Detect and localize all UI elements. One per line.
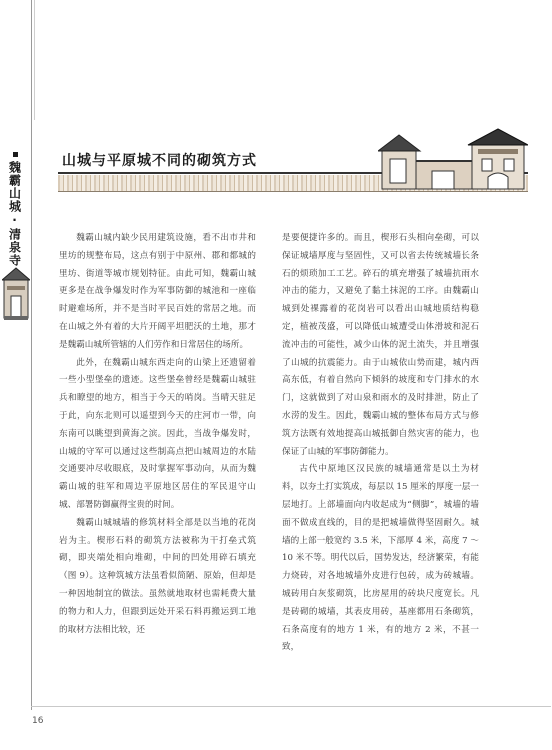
margin-rule xyxy=(31,0,32,710)
paragraph: 魏霸山城城墙的修筑材料全部是以当地的花岗岩为主。楔形石料的砌筑方法被称为干打垒式筑砌，即夹端处相向堆砌，中间的凹处用碎石填充（图 9）。这种筑城方法虽看似简陋、原始，但却是一种因地制宜的做法。虽然就地取材也需耗费大量的物力和人力，但跟到远处开采石料再搬运到工地的取材方法相比较，还 xyxy=(59,517,256,635)
body-column-left xyxy=(59,230,256,639)
page-number: 16 xyxy=(32,716,44,726)
paragraph: 古代中原地区汉民族的城墙通常是以土为材料，以夯土打实筑成，每层以 15 厘米的厚度一层一层地打。上部墙面向内收起成为“侧脚”，城墙的墙面不做成直线的，目的是把城墙做得坚固耐久。城墙的上部一般宽约 3.5 米，下部厚 4 米，高度 7 ～ 10 米不等。明代以后，国势发达，经济繁荣，有能力烧砖，对各地城墙外皮进行包砖，成为砖城墙。城砖用白灰浆砌筑，比房屋用的砖块尺度宽长。凡是砖砌的城墙，其表皮用砖，基座都用石条砌筑，石条高度有的地方 1 米，有的地方 2 米，不甚一致， xyxy=(282,464,479,653)
spine-dot-icon xyxy=(13,152,18,157)
paragraph: 此外，在魏霸山城东西走向的山梁上还遗留着一些小型堡垒的遗迹。这些堡垒曾经是魏霸山城驻兵和瞭望的地方，相当于今天的哨岗。当晴天驻足于此，向东北则可以遥望到今天的庄河市一带，向东南可以眺望到黄海之滨。因此，当战争爆发时，山城的守军可以通过这些制高点把山城周边的水陆交通要冲尽收眼底，及时掌握军事动向，从而为魏霸山城的驻军和周边平原地区居住的军民退守山城、部署防御赢得宝贵的时间。 xyxy=(59,357,256,510)
spine-label xyxy=(5,148,25,280)
body-column-right xyxy=(282,230,479,657)
spine-text: 魏霸山城·清泉寺 xyxy=(7,161,22,267)
margin-rule-inner xyxy=(34,0,35,120)
footer-rule xyxy=(31,706,551,707)
section-title: 山城与平原城不同的砌筑方式 xyxy=(62,153,257,169)
paragraph: 魏霸山城内缺少民用建筑设施，看不出市井和里坊的规整布局，这点有别于中原州、郡和都城的里坊、街道等城市规划特征。由此可知，魏霸山城更多是在战争爆发时作为军事防御的城池和一座临时避难场所，并不是当时平民百姓的常居之地。而在山城之外有着的大片开阔平坦肥沃的土地，那才是魏霸山城所管辖的人们劳作和日常居住的场所。 xyxy=(59,233,256,350)
gate-tower-icon xyxy=(2,262,30,322)
city-gate-icon xyxy=(378,127,528,191)
paragraph: 是要便捷许多的。而且，楔形石头相向垒砌，可以保证城墙厚度与坚固性，又可以省去传统城墙长条石的烦琐加工工艺。碎石的填充增强了城墙抗雨水冲击的能力，又避免了黏土抹泥的工序。由魏霸山城到处裸露着的花岗岩可以看出山城地质结构稳定，植被茂盛，可以降低山城遭受山体滑坡和泥石流冲击的可能性，减少山体的泥土流失，并且增强了山城的抗震能力。由于山城依山势而建，城内西高东低，有着自然向下倾斜的坡度和专门排水的水门，这就做到了对山泉和雨水的及时排泄，防止了水涝的发生。因此，魏霸山城的整体布局方式与修筑方法既有效地提高山城抵御自然灾害的能力，也保证了山城的军事防御能力。 xyxy=(282,233,479,457)
